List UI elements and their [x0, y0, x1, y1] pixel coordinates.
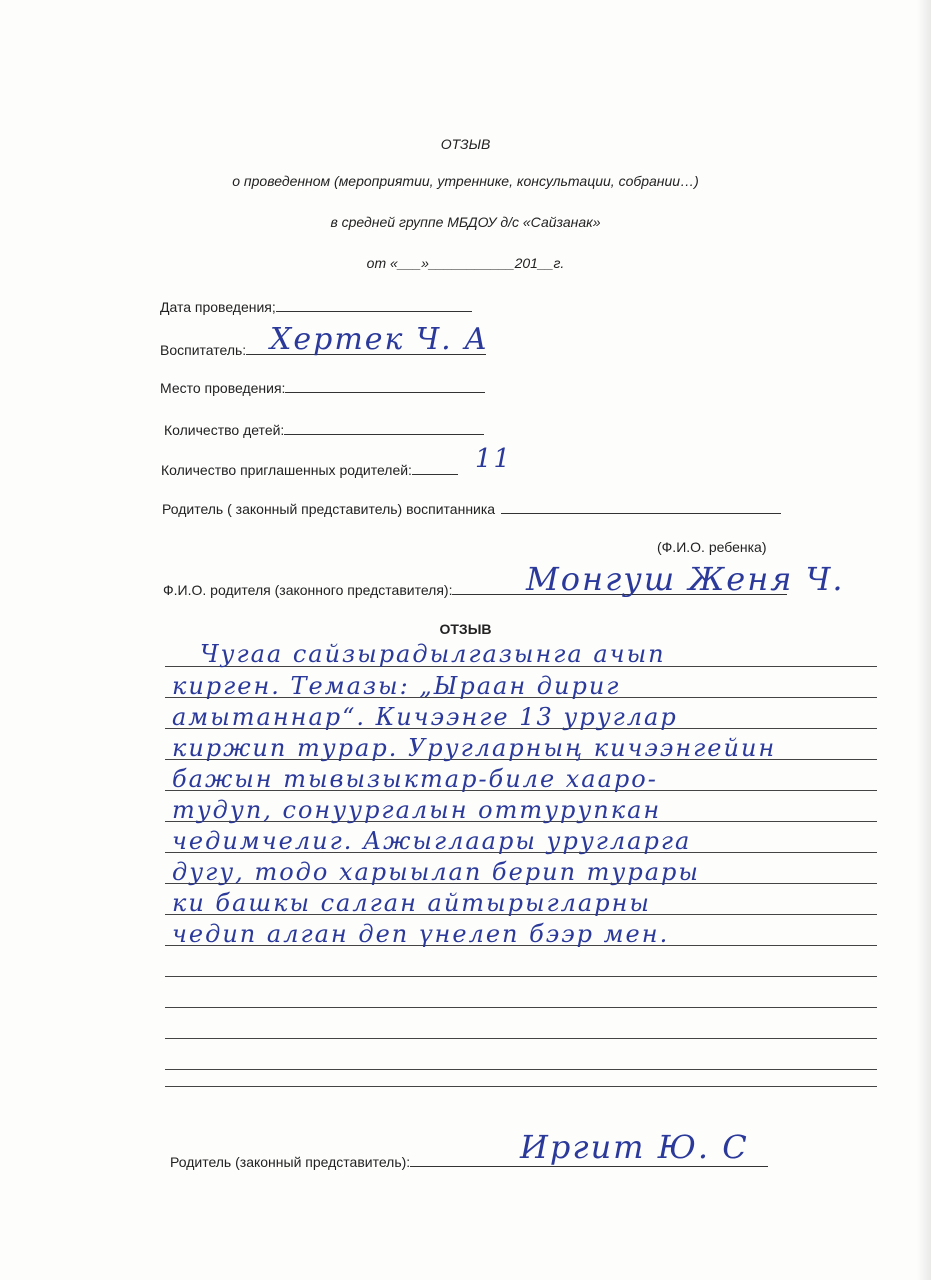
- field-venue-label: Место проведения:: [160, 380, 286, 396]
- field-date-label: Дата проведения;: [160, 299, 276, 315]
- field-children-label: Количество детей:: [164, 422, 285, 438]
- form-group-line: в средней группе МБДОУ д/с «Сайзанак»: [330, 214, 601, 230]
- review-rule: [165, 976, 877, 977]
- review-line-4: киржип турар. Уругларның кичээнгейин: [172, 734, 777, 762]
- field-venue: [160, 378, 485, 396]
- form-title: ОТЗЫВ: [440, 136, 491, 152]
- field-date-of-event: [160, 297, 472, 315]
- review-heading: ОТЗЫВ: [439, 621, 492, 637]
- signature-label: Родитель (законный представитель):: [170, 1154, 411, 1170]
- field-guardian-label: Родитель ( законный представитель) воспитанника: [162, 501, 496, 517]
- field-guardian-line: [501, 499, 781, 514]
- field-parents-value: 11: [475, 444, 513, 474]
- field-date-line: [276, 297, 472, 312]
- field-parents-label: Количество приглашенных родителей:: [161, 462, 412, 478]
- field-guardian: [162, 499, 781, 517]
- review-line-1: Чугаа сайзырадылгазынга ачып: [200, 640, 666, 668]
- review-line-5: бажын тывызыктар-биле хааро-: [172, 765, 658, 793]
- field-parents-count: [161, 460, 458, 478]
- signature-value: Иргит Ю. С: [520, 1128, 749, 1166]
- review-rule: [165, 1086, 877, 1087]
- page-edge-shadow: [917, 0, 931, 1280]
- field-parent-name-label: Ф.И.О. родителя (законного представителя):: [163, 582, 453, 598]
- review-line-8: дугу, тодо харыылап берип турары: [172, 858, 700, 886]
- form-date-line: от «___»___________201__г.: [366, 255, 565, 271]
- field-venue-line: [285, 378, 485, 393]
- review-line-2: кирген. Темазы: „Ыраан дириг: [172, 672, 621, 700]
- field-children-line: [284, 420, 484, 435]
- field-teacher-value: Хертек Ч. А: [270, 322, 489, 357]
- review-rule: [165, 1038, 877, 1039]
- field-parent-name-value: Монгуш Женя Ч.: [526, 560, 845, 598]
- field-child-name-hint: (Ф.И.О. ребенка): [657, 539, 767, 555]
- review-line-3: амытаннар“. Кичээнге 13 уруглар: [172, 703, 678, 731]
- field-children-count: [164, 420, 484, 438]
- field-teacher-label: Воспитатель:: [160, 342, 247, 358]
- review-line-10: чедип алган деп үнелеп бээр мен.: [172, 920, 670, 948]
- review-rule: [165, 1007, 877, 1008]
- form-subtitle: о проведенном (мероприятии, утреннике, консультации, собрании…): [232, 173, 699, 189]
- review-line-7: чедимчелиг. Ажыглаары уругларга: [172, 827, 692, 855]
- review-line-6: тудуп, сонуургалын оттурупкан: [172, 796, 662, 824]
- review-rule: [165, 1069, 877, 1070]
- field-parents-line: [412, 460, 458, 475]
- review-line-9: ки башкы салган айтырыгларны: [172, 889, 651, 917]
